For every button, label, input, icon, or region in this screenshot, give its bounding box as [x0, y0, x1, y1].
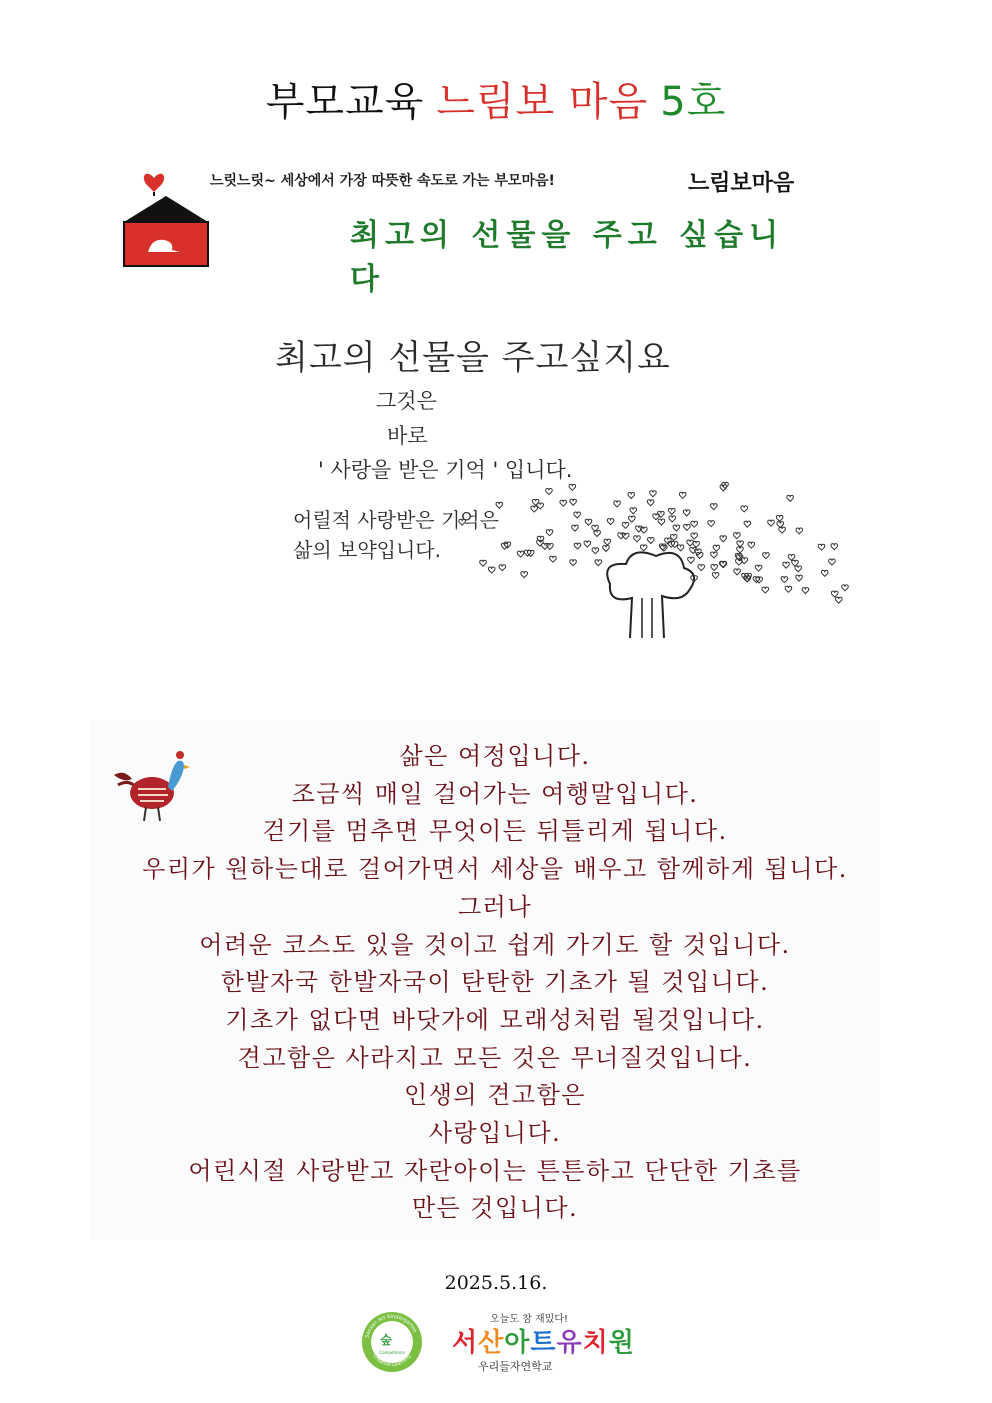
school-motto: 오늘도 참 재밌다!	[490, 1314, 568, 1325]
heart-mark	[691, 521, 698, 527]
title-part-parent-education: 부모교육	[265, 79, 425, 125]
svg-text:Competence: Competence	[379, 1350, 405, 1355]
heart-mark	[781, 577, 788, 583]
heart-mark	[499, 565, 506, 571]
heart-mark	[691, 533, 698, 539]
heart-mark	[550, 556, 557, 562]
heart-mark	[628, 493, 635, 499]
heart-mark	[744, 521, 751, 527]
heart-mark	[488, 567, 495, 573]
heart-mark	[640, 545, 647, 551]
heart-mark	[734, 533, 741, 539]
poem-line: 삶은 여정입니다.	[399, 742, 591, 770]
house-heart-icon	[118, 160, 214, 270]
heart-mark	[603, 545, 610, 551]
heart-mark	[720, 536, 727, 542]
heart-mark	[712, 572, 719, 578]
heart-mark	[629, 516, 636, 522]
heart-mark	[570, 560, 577, 566]
heart-mark	[679, 492, 686, 498]
heart-mark	[741, 506, 748, 512]
header-tagline: 느릿느릿~ 세상에서 가장 따뜻한 속도로 가는 부모마음!	[210, 173, 555, 189]
heart-mark	[818, 544, 825, 550]
heart-mark	[630, 508, 637, 514]
issue-date: 2025.5.16.	[444, 1272, 548, 1294]
svg-text:Seosan Art Kindergarten: Seosan Art Kindergarten	[364, 1313, 418, 1339]
heart-mark	[737, 541, 744, 547]
heart-mark	[517, 551, 524, 557]
header-card	[118, 160, 818, 297]
school-name-char: 트	[530, 1328, 557, 1358]
heart-mark	[737, 547, 744, 553]
heart-mark	[574, 512, 581, 518]
heart-mark	[546, 530, 553, 536]
school-name	[452, 1322, 635, 1359]
heart-mark	[711, 552, 718, 558]
heart-mark	[687, 540, 694, 546]
heart-mark	[569, 484, 576, 490]
handwritten-line: 어릴적 사랑받은 기억은	[293, 508, 499, 532]
heart-mark	[829, 559, 836, 565]
poem-line: 기초가 없다면 바닷가에 모래성처럼 될것입니다.	[225, 1005, 765, 1034]
heart-mark	[634, 536, 641, 542]
heart-mark	[668, 508, 675, 514]
heart-mark	[768, 520, 775, 526]
svg-text:Creative Learning: Creative Learning	[371, 1353, 413, 1369]
heart-mark	[755, 565, 762, 571]
heart-mark	[831, 591, 838, 597]
heart-mark	[574, 543, 581, 549]
heart-mark	[785, 586, 792, 592]
heart-mark	[607, 519, 614, 525]
school-name-char: 원	[608, 1328, 635, 1358]
heart-mark	[595, 560, 602, 566]
tree-of-hearts-illustration	[380, 480, 850, 660]
heart-mark	[560, 500, 567, 506]
school-name-char: 아	[504, 1328, 531, 1358]
heart-mark	[648, 538, 655, 544]
heart-mark	[572, 525, 579, 531]
school-badge-icon	[360, 1310, 424, 1374]
heart-mark	[762, 587, 769, 593]
heart-mark	[698, 565, 705, 571]
heart-mark	[480, 560, 487, 566]
heart-mark	[693, 541, 700, 547]
page-title	[0, 70, 992, 127]
heart-mark	[788, 555, 795, 561]
heart-mark	[831, 544, 838, 550]
poem-line: 견고함은 사라지고 모든 것은 무너질것입니다.	[237, 1043, 753, 1072]
school-name-char: 서	[452, 1328, 479, 1358]
handwritten-line: ' 사랑을 받은 기억 ' 입니다.	[318, 458, 573, 482]
heart-mark	[796, 528, 803, 534]
heart-mark	[722, 483, 729, 489]
heart-mark	[531, 506, 538, 512]
school-logo	[360, 1310, 650, 1380]
handwritten-line: 바로	[387, 424, 428, 448]
heart-mark	[734, 569, 741, 575]
heart-mark	[776, 515, 783, 521]
heart-mark	[787, 495, 794, 501]
title-part-series-name: 느림보 마음	[436, 79, 649, 125]
heart-mark	[708, 521, 715, 527]
heart-mark	[604, 539, 611, 545]
heart-mark	[585, 519, 592, 525]
heart-mark	[835, 597, 842, 603]
heart-mark	[622, 522, 629, 528]
school-name-char: 치	[582, 1328, 609, 1358]
handwritten-line: 그것은	[376, 389, 437, 413]
heart-mark	[842, 585, 849, 591]
heart-mark	[673, 525, 680, 531]
heart-mark	[796, 575, 803, 581]
heart-mark	[650, 491, 657, 497]
heart-mark	[792, 560, 799, 566]
heart-mark	[710, 504, 717, 510]
poem-line: 우리가 원하는대로 걸어가면서 세상을 배우고 함께하게 됩니다.	[142, 855, 848, 884]
heart-mark	[641, 527, 648, 533]
poem-line: 걷기를 멈추면 무엇이든 뒤틀리게 됩니다.	[262, 817, 728, 846]
heart-mark	[584, 541, 591, 547]
heart-mark	[748, 542, 755, 548]
heart-mark	[459, 519, 466, 525]
heart-mark	[658, 519, 665, 525]
svg-text:숲: 숲	[380, 1333, 392, 1347]
heart-mark	[570, 499, 577, 505]
title-part-issue-number: 5호	[660, 79, 727, 125]
poem-line: 한발자국 한발자국이 탄탄한 기초가 될 것입니다.	[220, 968, 770, 997]
heart-mark	[669, 516, 676, 522]
heart-mark	[684, 524, 691, 530]
heart-mark	[763, 553, 770, 559]
heart-mark	[546, 489, 553, 495]
handwritten-line: 삶의 보약입니다.	[293, 538, 441, 562]
poem-line: 어린시절 사랑받고 자란아이는 튼튼하고 단단한 기초를	[188, 1156, 802, 1185]
heart-mark	[688, 557, 695, 563]
school-name-char: 유	[556, 1328, 583, 1358]
brand-name: 느림보마음	[688, 171, 795, 196]
heart-mark	[821, 570, 828, 576]
heart-mark	[795, 566, 802, 572]
heart-mark	[614, 501, 621, 507]
poem-line: 어려운 코스도 있을 것이고 쉽게 가기도 할 것입니다.	[199, 930, 791, 959]
school-name-char: 산	[478, 1328, 505, 1358]
heart-mark	[779, 527, 786, 533]
heart-mark	[802, 588, 809, 594]
poem-line: 그러나	[457, 892, 533, 921]
heart-mark	[696, 553, 703, 559]
heart-mark	[496, 502, 503, 508]
heart-mark	[592, 548, 599, 554]
poem-text	[90, 738, 900, 1228]
heart-mark	[711, 565, 718, 571]
heart-mark	[713, 545, 720, 551]
heart-mark	[783, 562, 790, 568]
heart-mark	[521, 572, 528, 578]
poem-line: 인생의 견고함은	[404, 1081, 586, 1110]
school-subtitle: 우리들자연학교	[478, 1360, 553, 1373]
handwritten-heading: 최고의 선물을 주고싶지요	[275, 338, 671, 378]
header-subtitle: 최고의 선물을 주고 싶습니다	[350, 218, 785, 297]
heart-mark	[532, 499, 539, 505]
heart-mark	[677, 545, 684, 551]
poem-line: 조금씩 매일 걸어가는 여행말입니다.	[291, 779, 699, 808]
heart-mark	[683, 510, 690, 516]
heart-mark	[647, 500, 654, 506]
poem-line: 만든 것입니다.	[411, 1194, 579, 1223]
poem-line: 사랑입니다.	[428, 1119, 562, 1148]
